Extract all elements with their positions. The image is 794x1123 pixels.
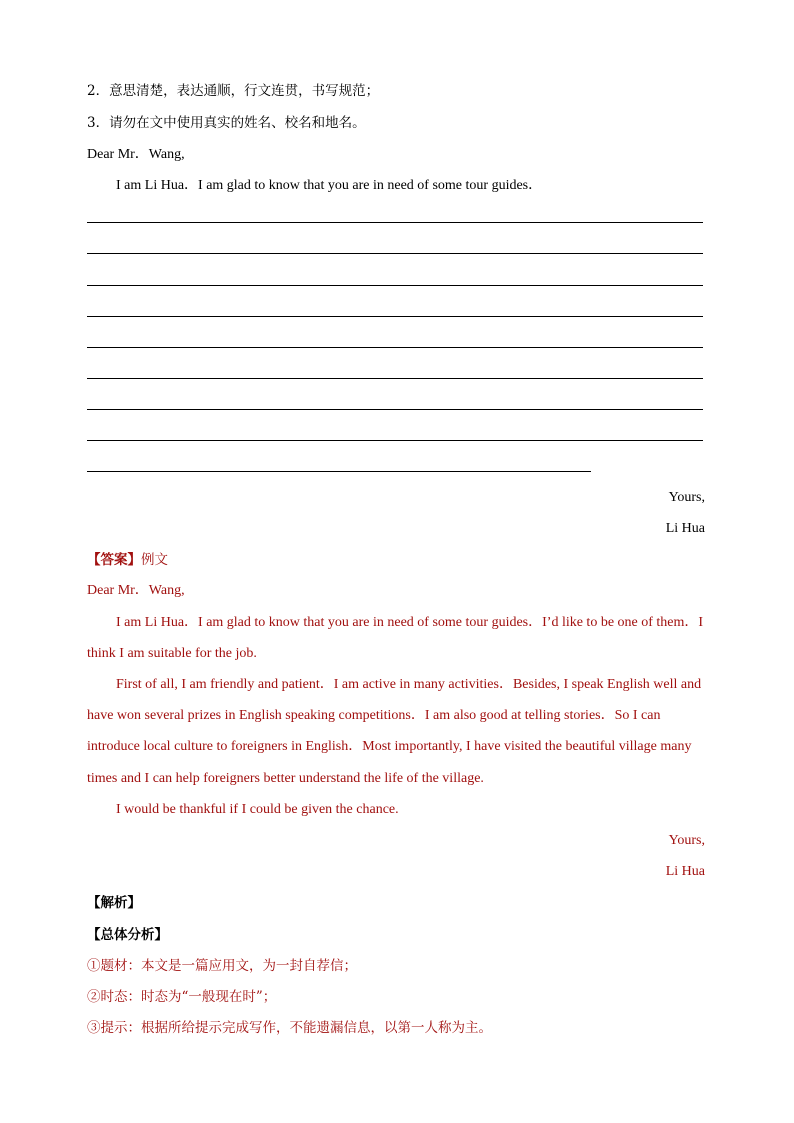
requirement-item-2: 2．意思清楚，表达通顺，行文连贯，书写规范； (87, 83, 380, 99)
answer-closing: Yours, (668, 833, 705, 848)
writing-line-2 (87, 253, 703, 254)
answer-heading (87, 551, 168, 569)
letter-salutation: Dear Mr．Wang, (87, 147, 185, 162)
analysis-point-3: ③提示：根据所给提示完成写作，不能遗漏信息，以第一人称为主。 (87, 1020, 492, 1036)
writing-line-4 (87, 316, 703, 317)
analysis-point-2: ②时态：时态为“一般现在时”； (87, 989, 277, 1005)
answer-signature: Li Hua (665, 864, 705, 879)
answer-p1-line2: think I am suitable for the job. (87, 646, 257, 661)
answer-p2-line2: have won several prizes in English speaking competitions．I am also good at telling stories．So I can (87, 708, 661, 723)
letter-opening: I am Li Hua．I am glad to know that you are in need of some tour guides． (116, 178, 543, 193)
letter-signature: Li Hua (665, 521, 705, 536)
writing-line-6 (87, 378, 703, 379)
letter-closing: Yours, (668, 490, 705, 505)
answer-p2-line3: introduce local culture to foreigners in English．Most importantly, I have visited the beautiful village many (87, 739, 692, 754)
answer-salutation: Dear Mr．Wang, (87, 583, 185, 598)
overall-analysis-heading: 【总体分析】 (87, 927, 168, 943)
answer-p2-line4: times and I can help foreigners better understand the life of the village. (87, 771, 484, 786)
writing-line-8 (87, 440, 703, 441)
writing-line-7 (87, 409, 703, 410)
requirement-item-3: 3．请勿在文中使用真实的姓名、校名和地名。 (87, 115, 366, 131)
writing-line-9 (87, 471, 591, 472)
writing-line-5 (87, 347, 703, 348)
writing-line-1 (87, 222, 703, 223)
answer-heading-text: 例文 (141, 552, 168, 568)
analysis-point-1: ①题材：本文是一篇应用文，为一封自荐信； (87, 958, 357, 974)
answer-p3: I would be thankful if I could be given the chance. (116, 802, 399, 817)
answer-heading-tag: 【答案】 (87, 552, 141, 568)
answer-p2-line1: First of all, I am friendly and patient．I am active in many activities．Besides, I speak English well and (116, 677, 702, 692)
writing-line-3 (87, 285, 703, 286)
analysis-heading: 【解析】 (87, 895, 141, 911)
answer-p1-line1: I am Li Hua．I am glad to know that you are in need of some tour guides．I’d like to be one of them．I (116, 615, 704, 630)
